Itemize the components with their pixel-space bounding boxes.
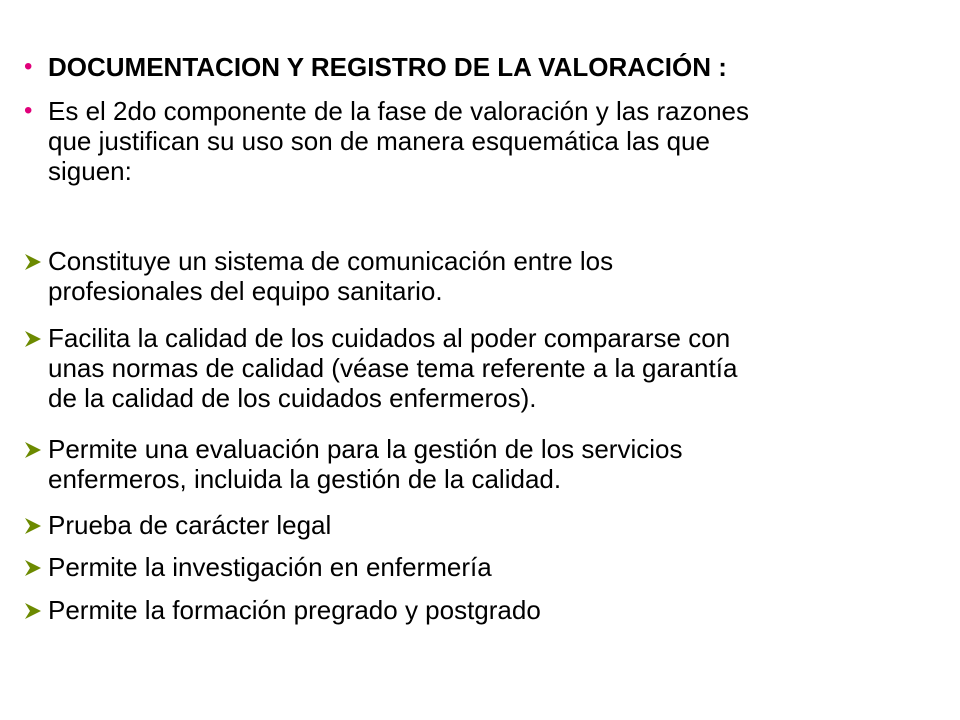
intro-line: Es el 2do componente de la fase de valoración y las razones	[48, 96, 749, 126]
round-bullet-icon: •	[24, 97, 33, 124]
intro-line: siguen:	[48, 156, 132, 186]
arrow-point-text	[48, 323, 928, 413]
arrow-bullet-icon	[24, 323, 46, 348]
arrow-point-text	[48, 434, 928, 494]
point-line: profesionales del equipo sanitario.	[48, 276, 443, 306]
arrow-bullet-icon	[24, 552, 46, 577]
arrow-point-text	[48, 510, 928, 540]
round-bullet-icon: •	[24, 53, 33, 80]
point-line: Constituye un sistema de comunicación entre los	[48, 246, 614, 276]
arrow-bullet-icon	[24, 595, 46, 620]
point-line: Permite una evaluación para la gestión de los servicios	[48, 434, 683, 464]
point-line: Facilita la calidad de los cuidados al poder compararse con	[48, 323, 731, 353]
arrow-point-text	[48, 246, 928, 306]
intro-line: que justifican su uso son de manera esquemática las que	[48, 126, 710, 156]
point-line: Permite la investigación en enfermería	[48, 552, 492, 582]
point-line: Prueba de carácter legal	[48, 510, 332, 540]
arrow-point-text	[48, 552, 928, 582]
intro-text	[48, 96, 928, 186]
arrow-bullet-icon	[24, 246, 46, 271]
point-line: enfermeros, incluida la gestión de la calidad.	[48, 464, 562, 494]
arrow-point-text	[48, 595, 928, 625]
arrow-bullet-icon	[24, 434, 46, 459]
arrow-bullet-icon	[24, 510, 46, 535]
point-line: unas normas de calidad (véase tema referente a la garantía	[48, 353, 738, 383]
point-line: Permite la formación pregrado y postgrado	[48, 595, 541, 625]
heading-text: DOCUMENTACION Y REGISTRO DE LA VALORACIÓN :	[48, 52, 727, 82]
point-line: de la calidad de los cuidados enfermeros).	[48, 383, 537, 413]
